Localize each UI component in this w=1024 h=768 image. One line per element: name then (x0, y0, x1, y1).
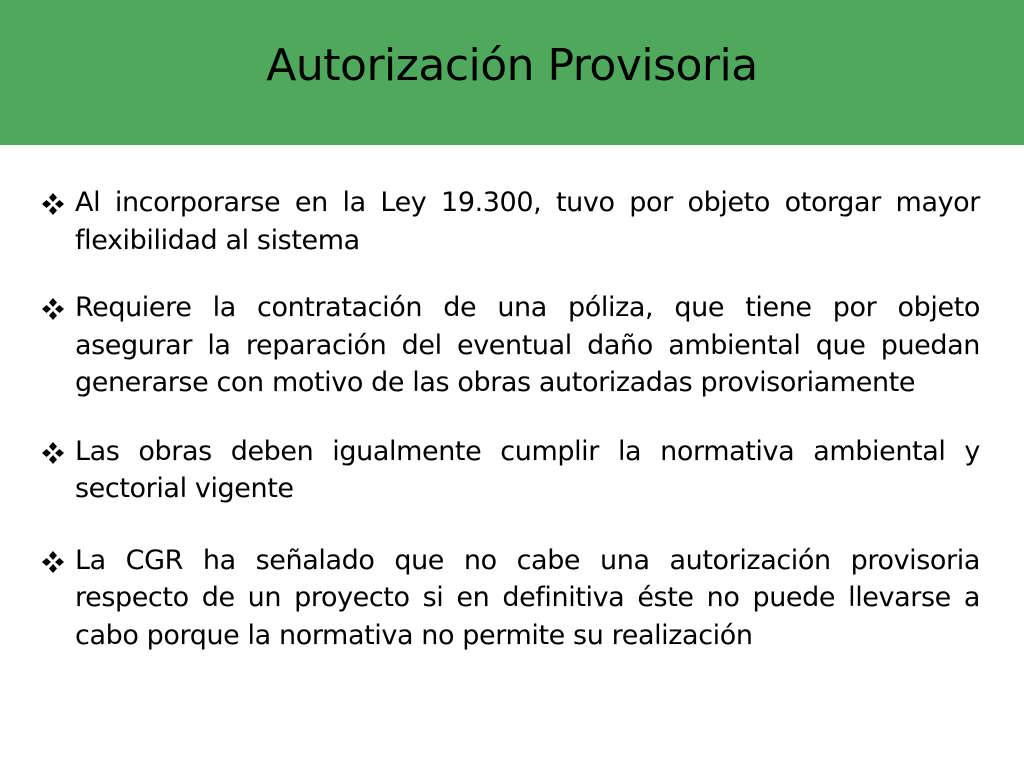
four-diamond-bullet-icon (40, 191, 66, 217)
bullet-list (40, 184, 980, 654)
four-diamond-bullet-icon (40, 549, 66, 575)
four-diamond-bullet-icon (40, 440, 66, 466)
four-diamond-bullet-icon (40, 296, 66, 322)
bullet-item (40, 184, 980, 259)
bullet-item (40, 433, 980, 508)
bullet-item (40, 289, 980, 402)
bullet-item (40, 542, 980, 655)
slide-title: Autorización Provisoria (266, 40, 758, 91)
bullet-text: Las obras deben igualmente cumplir la normativa ambiental y sectorial vigente (75, 435, 980, 504)
bullet-text: Al incorporarse en la Ley 19.300, tuvo por objeto otorgar mayor flexibilidad al sistema (75, 187, 980, 256)
bullet-text: Requiere la contratación de una póliza, que tiene por objeto asegurar la reparación del eventual daño ambiental que puedan generarse con motivo de las obras autorizadas provisoriamente (75, 292, 980, 398)
bullet-text: La CGR ha señalado que no cabe una autorización provisoria respecto de un proyecto si en definitiva éste no puede llevarse a cabo porque la normativa no permite su realización (75, 544, 980, 651)
